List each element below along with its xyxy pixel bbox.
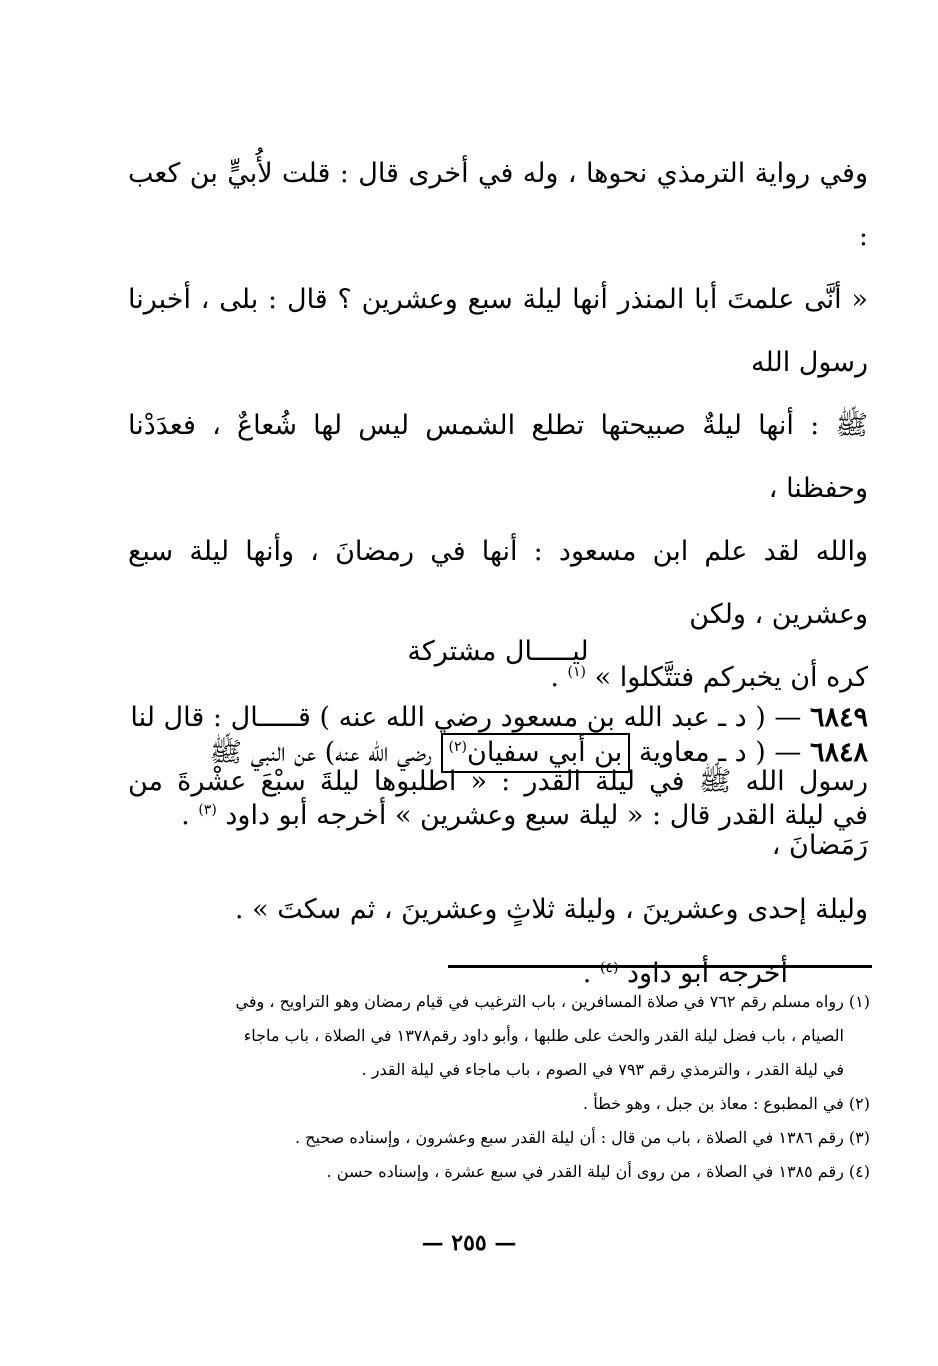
text-line-end: . — [550, 662, 568, 693]
hadith-6849-line1 — [128, 686, 868, 750]
footnote-ref: (٢) — [448, 739, 468, 755]
hadith-6849 — [128, 686, 868, 1006]
narrator-close: رضي الله عنه) عن النبي ﷺ — [209, 737, 441, 768]
footnote-divider — [448, 965, 872, 968]
hadith-number: ٦٨٤٨ — [809, 737, 868, 768]
narrator-open: ( د ـ معاوية — [630, 737, 766, 768]
text-line-part: في ليلة القدر قال : « ليلة سبع وعشرين » أخرجه أبو داود — [225, 800, 868, 831]
footnote-1-line1: (١) رواه مسلم رقم ٧٦٢ في صلاة المسافرين ، باب الترغيب في قيام رمضان وهو التراويح ، وفي — [235, 992, 870, 1011]
text-line: ﷺ : أنها ليلةٌ صبيحتها تطلع الشمس ليس لها شُعاعٌ ، فعدَدْنا وحفظنا ، — [128, 410, 868, 504]
footnote-ref: (١) — [567, 664, 587, 680]
text-line-end: . — [582, 958, 600, 989]
footnotes — [130, 985, 870, 1189]
footnote-1-line3: في ليلة القدر ، والترمذي رقم ٧٩٣ في الصوم ، باب ماجاء في ليلة القدر . — [361, 1060, 844, 1079]
text-line: « أنَّى علمتَ أبا المنذر أنها ليلة سبع وعشرين ؟ قال : بلى ، أخبرنا رسول الله — [128, 284, 868, 378]
text-line-part: أخرجه أبو داود — [627, 958, 788, 989]
text-line: وليلة إحدى وعشرينَ ، وليلة ثلاثٍ وعشرينَ ، ثم سكتَ » . — [234, 894, 868, 925]
section-heading: ليـــــال مشتركة — [407, 636, 589, 667]
footnote-3: (٣) رقم ١٣٨٦ في الصلاة ، باب من قال : أن ليلة القدر سبع وعشرون ، وإسناده صحيح . — [294, 1128, 870, 1147]
footnote-2: (٢) في المطبوع : معاذ بن جبل ، وهو خطأ . — [583, 1094, 870, 1113]
footnote-1-line2: الصيام ، باب فضل ليلة القدر والحث على طلبها ، وأبو داود رقم١٣٧٨ في الصلاة ، باب ماجاء — [243, 1026, 844, 1045]
hadith-dash: — — [765, 737, 810, 768]
text-line: والله لقد علم ابن مسعود : أنها في رمضانَ ، وأنها ليلة سبع وعشرين ، ولكن — [128, 536, 868, 630]
text-line: وفي رواية الترمذي نحوها ، وله في أخرى قال : قلت لأُبيٍّ بن كعب : — [128, 158, 868, 252]
page-number: — ٢٥٥ — — [421, 1230, 517, 1256]
text-line-part: — ( د ـ عبد الله بن مسعود رضي الله عنه ) قـــــال : قال لنا — [130, 702, 810, 733]
footnote-ref: (٤) — [599, 960, 619, 976]
footnote-ref: (٣) — [198, 802, 217, 818]
text-line-part: كره أن يخبركم فتتَّكلوا » — [594, 662, 868, 693]
bracket-text: بن أبي سفيان — [467, 737, 623, 768]
hadith-number: ٦٨٤٩ — [809, 702, 868, 733]
footnote-4: (٤) رقم ١٣٨٥ في الصلاة ، من روى أن ليلة القدر في سبع عشرة ، وإسناده حسن . — [326, 1162, 870, 1181]
text-line: رسول الله ﷺ في ليلة القدر : « اطلبوها ليلةَ سبْعَ عشْرةَ من رَمَضانَ ، — [128, 766, 868, 861]
text-line-end: . — [181, 800, 199, 831]
